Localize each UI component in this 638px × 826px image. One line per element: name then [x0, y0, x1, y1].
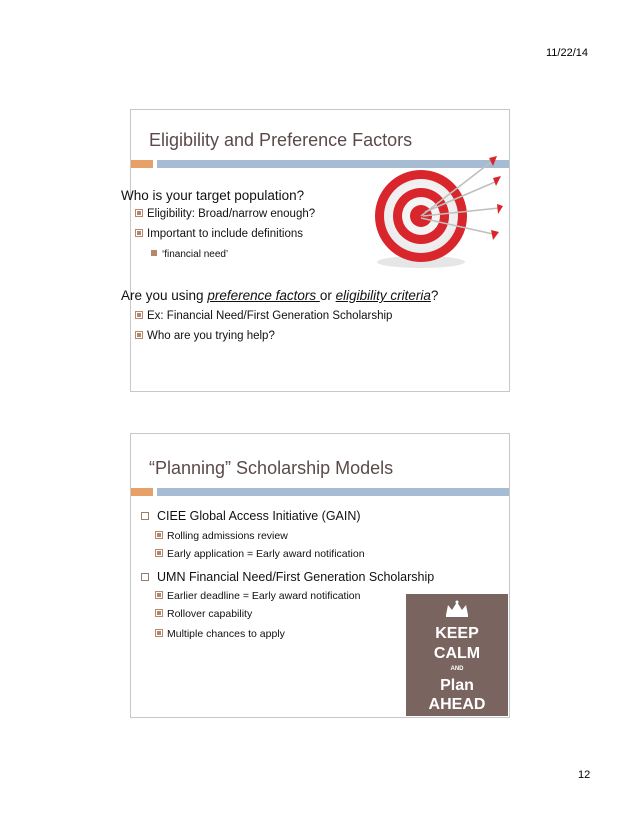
bullet-example: Ex: Financial Need/First Generation Scholarship — [135, 310, 392, 322]
page-number: 12 — [578, 769, 591, 781]
question-target-population: Who is your target population? — [121, 188, 305, 203]
sub-item: Rolling admissions review — [155, 530, 288, 542]
sub-item: Earlier deadline = Early award notification — [155, 590, 360, 602]
title-accent-orange — [131, 488, 153, 496]
poster-line: AND — [450, 666, 464, 672]
bullet-definitions: Important to include definitions — [135, 228, 303, 240]
bullet-icon — [135, 209, 143, 217]
bullet-who: Who are you trying help? — [135, 330, 275, 342]
slide-eligibility — [121, 109, 510, 392]
bullet-icon — [141, 573, 149, 581]
bullet-icon — [155, 609, 163, 617]
bullet-icon — [155, 549, 163, 557]
bullet-icon — [155, 591, 163, 599]
bullet-icon — [141, 512, 149, 520]
poster-line: KEEP — [435, 625, 479, 642]
slide-title: Eligibility and Preference Factors — [149, 130, 413, 150]
poster-line: AHEAD — [428, 696, 486, 713]
bullet-icon — [135, 311, 143, 319]
title-accent-blue — [157, 488, 509, 496]
item-ciee: CIEE Global Access Initiative (GAIN) — [141, 509, 361, 523]
question-preference-eligibility: Are you using preference factors or eligibility criteria? — [121, 288, 439, 303]
item-umn: UMN Financial Need/First Generation Scholarship — [141, 570, 434, 584]
poster-line: Plan — [440, 677, 474, 694]
poster-line: CALM — [433, 645, 481, 662]
bullet-icon — [155, 531, 163, 539]
sub-bullet-financial-need: ‘financial need’ — [151, 249, 228, 260]
page-date: 11/22/14 — [546, 47, 589, 59]
bullet-icon — [155, 629, 163, 637]
sub-item: Multiple chances to apply — [155, 628, 285, 640]
slide-title: “Planning” Scholarship Models — [149, 458, 394, 478]
sub-item: Early application = Early award notification — [155, 548, 365, 560]
bullet-icon — [151, 250, 157, 256]
target-icon — [363, 154, 503, 272]
bullet-eligibility: Eligibility: Broad/narrow enough? — [135, 208, 315, 220]
sub-item: Rollover capability — [155, 608, 252, 620]
bullet-icon — [135, 331, 143, 339]
slide-planning-models — [130, 433, 510, 718]
title-accent-orange — [131, 160, 153, 168]
bullet-icon — [135, 229, 143, 237]
crown-icon — [444, 600, 470, 618]
keep-calm-poster — [406, 594, 508, 716]
